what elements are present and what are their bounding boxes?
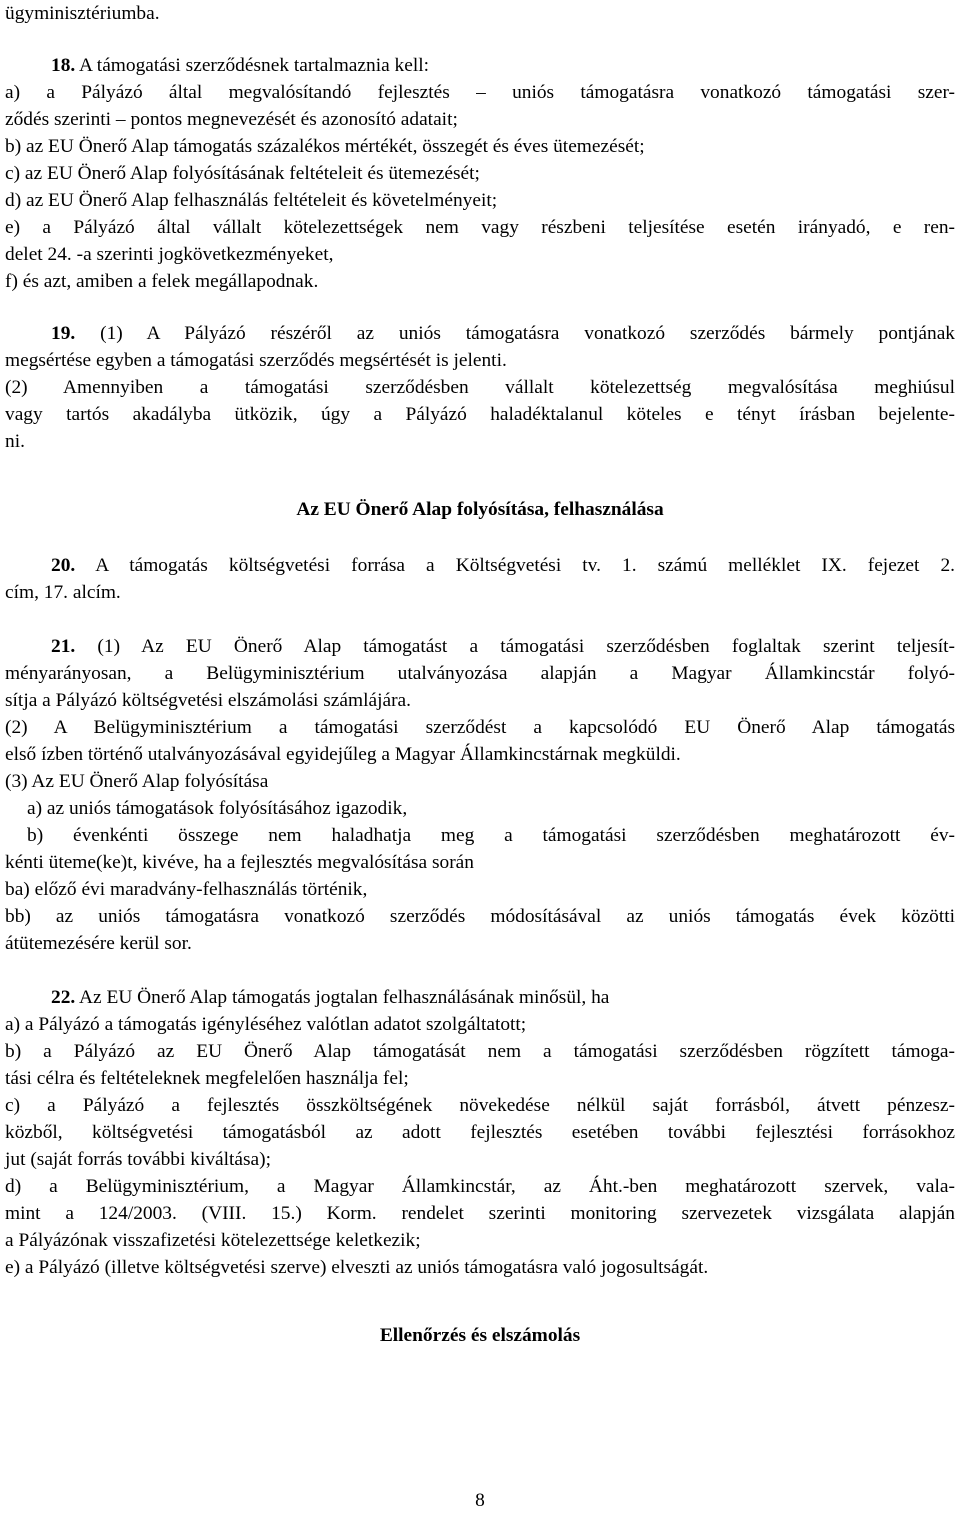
text-line: tási célra és feltételeknek megfelelően használja fel; bbox=[5, 1068, 409, 1089]
section-text: (1) Az EU Önerő Alap támogatást a támogatási szerződésben foglaltak szerint teljesít- bbox=[75, 636, 955, 657]
text-line: b) a Pályázó az EU Önerő Alap támogatását nem a támogatási szerződésben rögzített támoga- bbox=[5, 1041, 955, 1062]
text-line: a) a Pályázó által megvalósítandó fejlesztés – uniós támogatásra vonatkozó támogatási szer- bbox=[5, 82, 955, 103]
text-line: b) az EU Önerő Alap támogatás százalékos mértékét, összegét és éves ütemezését; bbox=[5, 136, 645, 157]
text-line: cím, 17. alcím. bbox=[5, 582, 121, 603]
text-line: közből, költségvetési támogatásból az adott fejlesztés esetében további fejlesztési forrásokhoz bbox=[5, 1122, 955, 1143]
text-line: f) és azt, amiben a felek megállapodnak. bbox=[5, 271, 319, 292]
text-line: d) a Belügyminisztérium, a Magyar Államkincstár, az Áht.-ben meghatározott szervek, vala- bbox=[5, 1176, 955, 1197]
text-line: (2) A Belügyminisztérium a támogatási szerződést a kapcsolódó EU Önerő Alap támogatás bbox=[5, 717, 955, 738]
text-line: ügyminisztériumba. bbox=[5, 3, 160, 24]
text-line: b) évenkénti összege nem haladhatja meg a támogatási szerződésben meghatározott év- bbox=[27, 825, 955, 846]
section-text: Az EU Önerő Alap támogatás jogtalan felhasználásának minősül, ha bbox=[75, 987, 610, 1008]
text-line: e) a Pályázó (illetve költségvetési szerve) elveszti az uniós támogatásra való jogosultságát. bbox=[5, 1257, 709, 1278]
text-line: első ízben történő utalványozásával egyidejűleg a Magyar Államkincstárnak megküldi. bbox=[5, 744, 681, 765]
text-line: c) az EU Önerő Alap folyósításának feltételeit és ütemezését; bbox=[5, 163, 480, 184]
page-number: 8 bbox=[475, 1490, 485, 1511]
section-21-line bbox=[5, 633, 955, 660]
text-line: (3) Az EU Önerő Alap folyósítása bbox=[5, 771, 269, 792]
section-20-line bbox=[5, 552, 955, 579]
text-line: bb) az uniós támogatásra vonatkozó szerződés módosításával az uniós támogatás évek közötti bbox=[5, 906, 955, 927]
section-22-line bbox=[5, 984, 955, 1011]
text-line: (2) Amennyiben a támogatási szerződésben vállalt kötelezettség megvalósítása meghiúsul bbox=[5, 377, 955, 398]
section-number: 21. bbox=[51, 636, 76, 657]
text-line: a) az uniós támogatások folyósításához igazodik, bbox=[27, 798, 408, 819]
text-line: a Pályázónak visszafizetési kötelezettsége keletkezik; bbox=[5, 1230, 421, 1251]
section-number: 19. bbox=[51, 323, 76, 344]
text-line: átütemezésére kerül sor. bbox=[5, 933, 192, 954]
text-line: kénti üteme(ke)t, kivéve, ha a fejlesztés megvalósítása során bbox=[5, 852, 474, 873]
text-line: megsértése egyben a támogatási szerződés megsértését is jelenti. bbox=[5, 350, 507, 371]
section-19-line bbox=[5, 320, 955, 347]
text-line: jut (saját forrás további kiváltása); bbox=[5, 1149, 271, 1170]
section-heading: Az EU Önerő Alap folyósítása, felhasználása bbox=[296, 499, 664, 520]
text-line: ni. bbox=[5, 431, 25, 452]
text-line: vagy tartós akadályba ütközik, úgy a Pályázó haladéktalanul köteles e tényt írásban bejelente- bbox=[5, 404, 955, 425]
section-text: (1) A Pályázó részéről az uniós támogatásra vonatkozó szerződés bármely pontjának bbox=[75, 323, 955, 344]
text-line: delet 24. -a szerinti jogkövetkezményeket, bbox=[5, 244, 334, 265]
text-line: sítja a Pályázó költségvetési elszámolási számlájára. bbox=[5, 690, 411, 711]
section-text: A támogatási szerződésnek tartalmaznia kell: bbox=[79, 55, 429, 76]
section-number: 22. bbox=[51, 987, 76, 1008]
section-number: 18. bbox=[51, 55, 76, 76]
text-line: e) a Pályázó által vállalt kötelezettségek nem vagy részbeni teljesítése esetén irányadó, e ren- bbox=[5, 217, 955, 238]
text-line: d) az EU Önerő Alap felhasználás feltételeit és követelményeit; bbox=[5, 190, 498, 211]
text-line: c) a Pályázó a fejlesztés összköltségének növekedése nélkül saját forrásból, átvett pénzesz- bbox=[5, 1095, 955, 1116]
section-heading: Ellenőrzés és elszámolás bbox=[379, 1325, 581, 1346]
section-18-heading bbox=[5, 52, 955, 79]
text-line: mint a 124/2003. (VIII. 15.) Korm. rendelet szerinti monitoring szervezetek vizsgálata alapján bbox=[5, 1203, 955, 1224]
text-line: ba) előző évi maradvány-felhasználás történik, bbox=[5, 879, 368, 900]
text-line: ződés szerinti – pontos megnevezését és azonosító adatait; bbox=[5, 109, 458, 130]
section-text: A támogatás költségvetési forrása a Költségvetési tv. 1. számú melléklet IX. fejezet 2. bbox=[75, 555, 955, 576]
section-number: 20. bbox=[51, 555, 76, 576]
text-line: a) a Pályázó a támogatás igényléséhez valótlan adatot szolgáltatott; bbox=[5, 1014, 527, 1035]
text-line: ményarányosan, a Belügyminisztérium utalványozása alapján a Magyar Államkincstár folyó- bbox=[5, 663, 955, 684]
